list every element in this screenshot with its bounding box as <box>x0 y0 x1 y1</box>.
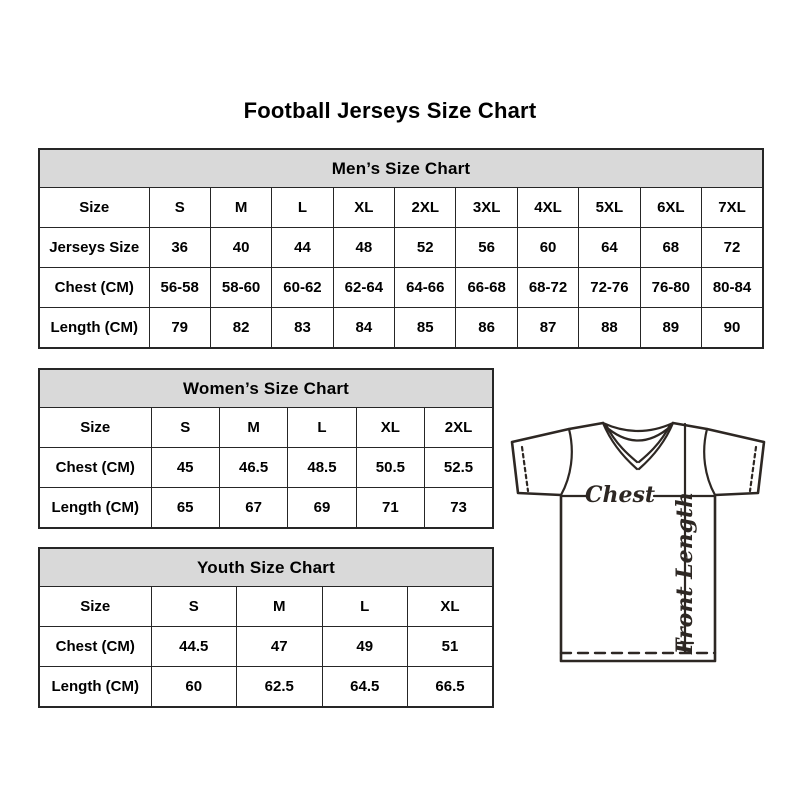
table-row <box>39 308 763 349</box>
table-row <box>39 587 493 627</box>
size-cell: 65 <box>151 488 219 529</box>
table-title-row <box>39 369 493 408</box>
size-cell: 46.5 <box>219 448 287 488</box>
size-cell: 60-62 <box>272 268 333 308</box>
size-cell: 68 <box>640 228 701 268</box>
size-cell: 56 <box>456 228 517 268</box>
page-title: Football Jerseys Size Chart <box>243 98 537 123</box>
size-cell: 6XL <box>640 188 701 228</box>
table-title: Men’s Size Chart <box>39 149 763 188</box>
table-title-row <box>39 548 493 587</box>
table-row <box>39 627 493 667</box>
table-row <box>39 488 493 529</box>
size-cell: 66.5 <box>408 667 494 708</box>
size-cell: M <box>219 408 287 448</box>
size-cell: XL <box>408 587 494 627</box>
size-cell: 86 <box>456 308 517 349</box>
chest-label: Chest <box>584 482 656 508</box>
size-cell: 52 <box>395 228 456 268</box>
size-cell: 72 <box>702 228 763 268</box>
womens-size-table <box>38 368 494 529</box>
size-cell: L <box>322 587 408 627</box>
size-cell: 71 <box>356 488 424 529</box>
size-cell: M <box>210 188 271 228</box>
table-row <box>39 188 763 228</box>
youth-size-table <box>38 547 494 708</box>
table-row <box>39 228 763 268</box>
size-cell: 64 <box>579 228 640 268</box>
size-cell: 40 <box>210 228 271 268</box>
size-cell: 68-72 <box>517 268 578 308</box>
table-row <box>39 448 493 488</box>
size-cell: S <box>151 587 237 627</box>
size-cell: 49 <box>322 627 408 667</box>
size-cell: 62-64 <box>333 268 394 308</box>
jersey-measurement-diagram <box>503 407 775 665</box>
front-length-label: Front Length <box>672 491 698 655</box>
size-cell: 48.5 <box>288 448 356 488</box>
size-cell: 47 <box>237 627 323 667</box>
size-cell: 87 <box>517 308 578 349</box>
size-cell: 90 <box>702 308 763 349</box>
size-cell: 62.5 <box>237 667 323 708</box>
row-label: Size <box>39 188 149 228</box>
table-row <box>39 667 493 708</box>
size-cell: 2XL <box>425 408 493 448</box>
row-label: Size <box>39 587 151 627</box>
size-cell: 5XL <box>579 188 640 228</box>
size-cell: 60 <box>151 667 237 708</box>
size-cell: 60 <box>517 228 578 268</box>
size-cell: 48 <box>333 228 394 268</box>
size-cell: 72-76 <box>579 268 640 308</box>
size-cell: 3XL <box>456 188 517 228</box>
size-cell: 58-60 <box>210 268 271 308</box>
size-cell: 36 <box>149 228 210 268</box>
size-cell: 7XL <box>702 188 763 228</box>
size-cell: M <box>237 587 323 627</box>
row-label: Length (CM) <box>39 488 151 529</box>
size-cell: L <box>288 408 356 448</box>
size-cell: S <box>151 408 219 448</box>
row-label: Size <box>39 408 151 448</box>
mens-size-table <box>38 148 764 349</box>
size-cell: 44.5 <box>151 627 237 667</box>
size-cell: 44 <box>272 228 333 268</box>
size-cell: 73 <box>425 488 493 529</box>
size-cell: S <box>149 188 210 228</box>
size-cell: 76-80 <box>640 268 701 308</box>
table-title: Women’s Size Chart <box>39 369 493 408</box>
size-cell: 51 <box>408 627 494 667</box>
size-cell: 82 <box>210 308 271 349</box>
size-cell: 83 <box>272 308 333 349</box>
size-cell: 52.5 <box>425 448 493 488</box>
size-cell: 2XL <box>395 188 456 228</box>
size-cell: 69 <box>288 488 356 529</box>
size-cell: 45 <box>151 448 219 488</box>
size-cell: 85 <box>395 308 456 349</box>
size-cell: 66-68 <box>456 268 517 308</box>
row-label: Length (CM) <box>39 667 151 708</box>
size-cell: L <box>272 188 333 228</box>
size-cell: 67 <box>219 488 287 529</box>
table-row <box>39 408 493 448</box>
size-cell: 64-66 <box>395 268 456 308</box>
size-cell: 80-84 <box>702 268 763 308</box>
row-label: Chest (CM) <box>39 627 151 667</box>
row-label: Chest (CM) <box>39 268 149 308</box>
size-cell: 64.5 <box>322 667 408 708</box>
table-title-row <box>39 149 763 188</box>
size-cell: 4XL <box>517 188 578 228</box>
table-title: Youth Size Chart <box>39 548 493 587</box>
size-cell: 84 <box>333 308 394 349</box>
size-cell: 56-58 <box>149 268 210 308</box>
jersey-outline-icon <box>512 423 764 661</box>
row-label: Length (CM) <box>39 308 149 349</box>
size-cell: XL <box>333 188 394 228</box>
size-cell: 79 <box>149 308 210 349</box>
row-label: Jerseys Size <box>39 228 149 268</box>
table-row <box>39 268 763 308</box>
size-cell: 89 <box>640 308 701 349</box>
size-cell: 88 <box>579 308 640 349</box>
row-label: Chest (CM) <box>39 448 151 488</box>
size-cell: XL <box>356 408 424 448</box>
size-cell: 50.5 <box>356 448 424 488</box>
